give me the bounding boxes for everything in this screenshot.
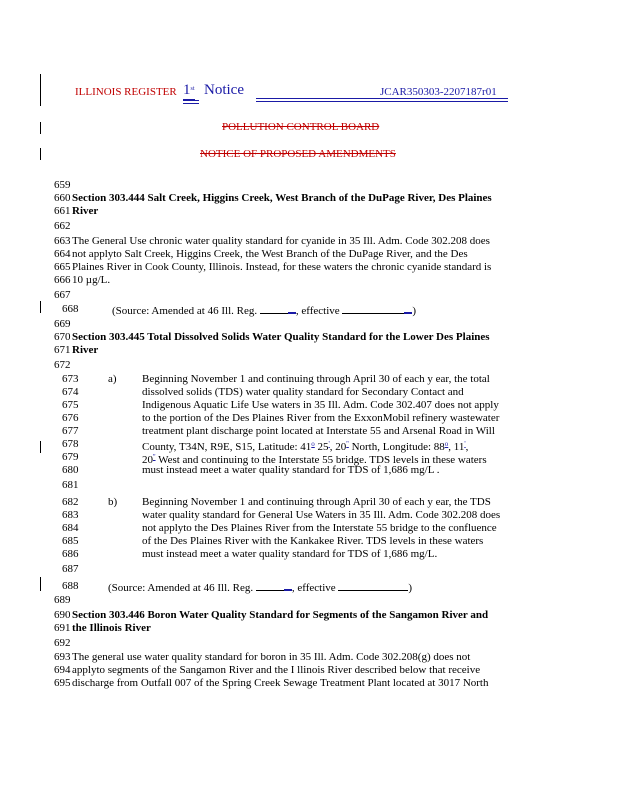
line-number: 672 xyxy=(54,359,71,371)
line-number: 687 xyxy=(62,563,79,575)
source-note: (Source: Amended at 46 Ill. Reg. , effective ) xyxy=(112,305,417,317)
board-name: POLLUTION CONTROL BOARD xyxy=(222,121,380,133)
section-title: River xyxy=(72,205,99,217)
line-number: 693 xyxy=(54,651,71,663)
paragraph-line: Beginning November 1 and continuing through April 30 of each y ear, the TDS xyxy=(142,496,491,508)
paragraph-line: 20'' West and continuing to the Interstate 55 bridge. TDS levels in these waters xyxy=(142,453,487,466)
line-number: 694 xyxy=(54,664,71,676)
notice-title: NOTICE OF PROPOSED AMENDMENTS xyxy=(200,148,396,160)
jcar-code: JCAR350303-2207187r01 xyxy=(380,86,497,98)
section-title: Section 303.444 Salt Creek, Higgins Creek, West Branch of the DuPage River, Des Plaines xyxy=(72,192,492,204)
section-title: Section 303.446 Boron Water Quality Standard for Segments of the Sangamon River and xyxy=(72,609,489,621)
line-number: 676 xyxy=(62,412,79,424)
line-number: 690 xyxy=(54,609,71,621)
line-number: 678 xyxy=(62,438,79,450)
line-number: 661 xyxy=(54,205,71,217)
paragraph-line: to the portion of the Des Plaines River from the ExxonMobil refinery wastewater xyxy=(142,412,500,424)
line-number: 685 xyxy=(62,535,79,547)
line-number: 689 xyxy=(54,594,71,606)
page-marker: 1st xyxy=(183,82,195,98)
line-number: 675 xyxy=(62,399,79,411)
header-rule xyxy=(256,101,508,102)
line-number: 665 xyxy=(54,261,71,273)
double-underline xyxy=(183,100,199,104)
paragraph-line: Indigenous Aquatic Life Use waters in 35 Ill. Adm. Code 302.407 does not apply xyxy=(142,399,499,411)
paragraph-line: treatment plant discharge point located at Interstate 55 and Arsenal Road in Will xyxy=(142,425,495,437)
line-number: 659 xyxy=(54,179,71,191)
change-bar xyxy=(40,74,41,106)
section-title: the Illinois River xyxy=(72,622,151,634)
section-title: Section 303.445 Total Dissolved Solids Water Quality Standard for the Lower Des Plaines xyxy=(72,331,490,343)
line-number: 681 xyxy=(62,479,79,491)
paragraph-line: discharge from Outfall 007 of the Spring Creek Sewage Treatment Plant located at 3017 North xyxy=(72,677,489,689)
line-number: 682 xyxy=(62,496,79,508)
line-number: 674 xyxy=(62,386,79,398)
paragraph-line: must instead meet a water quality standard for TDS of 1,686 mg/L. xyxy=(142,548,438,560)
line-number: 677 xyxy=(62,425,79,437)
line-number: 663 xyxy=(54,235,71,247)
paragraph-line: applyto segments of the Sangamon River and the I llinois River described below that receive xyxy=(72,664,481,676)
line-number: 666 xyxy=(54,274,71,286)
notice-label: Notice xyxy=(204,82,244,98)
change-bar xyxy=(40,301,41,313)
line-number: 660 xyxy=(54,192,71,204)
change-bar xyxy=(40,148,41,160)
line-number: 692 xyxy=(54,637,71,649)
subsection-label: a) xyxy=(108,373,117,385)
line-number: 688 xyxy=(62,580,79,592)
register-title: ILLINOIS REGISTER xyxy=(75,86,177,98)
line-number: 695 xyxy=(54,677,71,689)
paragraph-line: The general use water quality standard for boron in 35 Ill. Adm. Code 302.208(g) does not xyxy=(72,651,471,663)
line-number: 671 xyxy=(54,344,71,356)
paragraph-line: The General Use chronic water quality standard for cyanide in 35 Ill. Adm. Code 302.208 does xyxy=(72,235,490,247)
line-number: 664 xyxy=(54,248,71,260)
line-number: 686 xyxy=(62,548,79,560)
change-bar xyxy=(40,122,41,134)
paragraph-line: of the Des Plaines River with the Kankakee River. TDS levels in these waters xyxy=(142,535,484,547)
paragraph-line: must instead meet a water quality standard for TDS of 1,686 mg/L . xyxy=(142,464,440,476)
subsection-label: b) xyxy=(108,496,118,508)
line-number: 680 xyxy=(62,464,79,476)
line-number: 691 xyxy=(54,622,71,634)
line-number: 679 xyxy=(62,451,79,463)
line-number: 673 xyxy=(62,373,79,385)
paragraph-line: 10 µg/L. xyxy=(72,274,111,286)
line-number: 668 xyxy=(62,303,79,315)
line-number: 667 xyxy=(54,289,71,301)
paragraph-line: Plaines River in Cook County, Illinois. Instead, for these waters the chronic cyanide standard is xyxy=(72,261,492,273)
header-rule xyxy=(256,98,508,99)
line-number: 684 xyxy=(62,522,79,534)
change-bar xyxy=(40,577,41,591)
paragraph-line: water quality standard for General Use Waters in 35 Ill. Adm. Code 302.208 does xyxy=(142,509,501,521)
line-number: 683 xyxy=(62,509,79,521)
line-number: 662 xyxy=(54,220,71,232)
paragraph-line: not applyto the Des Plaines River from the Interstate 55 bridge to the confluence xyxy=(142,522,497,534)
paragraph-line: not applyto Salt Creek, Higgins Creek, the West Branch of the DuPage River, and the Des xyxy=(72,248,468,260)
line-number: 669 xyxy=(54,318,71,330)
source-note: (Source: Amended at 46 Ill. Reg. , effective ) xyxy=(108,582,413,594)
paragraph-line: dissolved solids (TDS) water quality standard for Secondary Contact and xyxy=(142,386,464,398)
line-number: 670 xyxy=(54,331,71,343)
paragraph-line: Beginning November 1 and continuing through April 30 of each y ear, the total xyxy=(142,373,490,385)
paragraph-line: County, T34N, R9E, S15, Latitude: 41$^o$ 25', 20'' North, Longitude: 88$^o$, 11', xyxy=(142,440,469,453)
section-title: River xyxy=(72,344,99,356)
change-bar xyxy=(40,441,41,453)
